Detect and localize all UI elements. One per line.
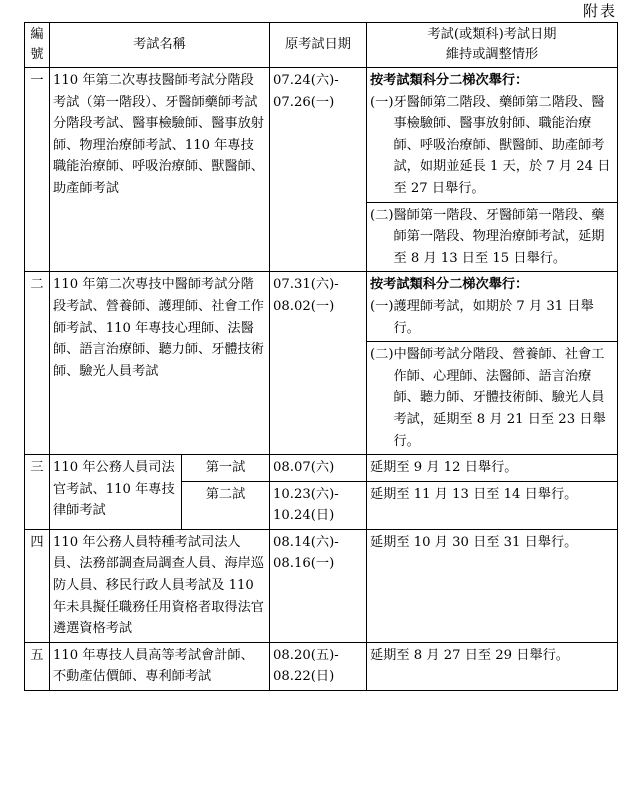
item-text: 中醫師考試分階段、營養師、社會工作師、心理師、法醫師、語言治療師、聽力師、牙體技術師、驗光人員考試，延期至 8 月 21 日至 23 日舉行。 [393,347,606,449]
table-row [25,529,618,642]
adjustment-cell [367,342,618,455]
adjustment-cell [367,272,618,342]
item-text: 護理師考試，如期於 7 月 31 日舉行。 [393,298,594,336]
exam-name: 110 年第二次專技醫師考試分階段考試（第一階段）、牙醫師藥師考試分階段考試、醫事檢驗師、醫事放射師、物理治療師考試、110 年專技職能治療師、呼吸治療師、獸醫師、助產師考試 [50,68,270,272]
adjustment-item [370,296,614,339]
adjustment-title: 按考試類科分二梯次舉行： [370,73,529,88]
item-marker: (一) [370,298,394,314]
exam-stage: 第二試 [182,481,270,529]
item-marker: (二) [370,347,394,363]
original-date: 07.24(六)- 07.26(一) [270,68,367,272]
header-number: 編 號 [25,23,50,68]
table-row [25,642,618,690]
exam-name: 110 年第二次專技中醫師考試分階段考試、營養師、護理師、社會工作師考試、110 年專技心理師、法醫師、語言治療師、聽力師、牙體技術師、驗光人員考試 [50,272,270,455]
original-date: 08.20(五)- 08.22(日) [270,642,367,690]
adjustment-item [370,92,614,200]
adjustment-text: 延期至 10 月 30 日至 31 日舉行。 [367,529,618,642]
exam-schedule-table [24,22,618,691]
table-row [25,455,618,482]
item-text: 醫師第一階段、牙醫師第一階段、藥師第一階段、物理治療師考試，延期至 8 月 13 日至 15 日舉行。 [393,207,605,266]
row-number: 一 [25,68,50,272]
adjustment-text: 延期至 8 月 27 日至 29 日舉行。 [367,642,618,690]
annex-label: 附表 [582,2,617,20]
adjustment-text: 延期至 11 月 13 日至 14 日舉行。 [367,481,618,529]
header-original-date: 原考試日期 [270,23,367,68]
exam-name: 110 年專技人員高等考試會計師、不動產估價師、專利師考試 [50,642,270,690]
adjustment-text: 延期至 9 月 12 日舉行。 [367,455,618,482]
adjustment-title: 按考試類科分二梯次舉行： [370,277,529,293]
table-row [25,272,618,342]
header-row [25,23,618,68]
exam-name: 110 年公務人員司法官考試、110 年專技律師考試 [50,455,182,530]
original-date: 08.07(六) [270,455,367,482]
row-number: 三 [25,455,50,530]
row-number: 四 [25,529,50,642]
original-date: 07.31(六)- 08.02(一) [270,272,367,455]
exam-stage: 第一試 [182,455,270,482]
adjustment-cell [367,202,618,272]
item-marker: (一) [370,94,394,110]
exam-name: 110 年公務人員特種考試司法人員、法務部調查局調查人員、海岸巡防人員、移民行政人員考試及 110 年未具擬任職務任用資格者取得法官遴選資格考試 [50,529,270,642]
adjustment-item [370,344,614,452]
item-marker: (二) [370,207,394,223]
original-date: 08.14(六)- 08.16(一) [270,529,367,642]
adjustment-item [370,205,614,270]
header-adjustment: 考試(或類科)考試日期 維持或調整情形 [367,23,618,68]
adjustment-cell [367,68,618,203]
table-row [25,68,618,203]
item-text: 牙醫師第二階段、藥師第二階段、醫事檢驗師、醫事放射師、職能治療師、呼吸治療師、獸醫師、助產師考試，如期並延長 1 天，於 7 月 24 日至 27 日舉行。 [393,94,611,196]
row-number: 五 [25,642,50,690]
original-date: 10.23(六)- 10.24(日) [270,481,367,529]
header-exam-name: 考試名稱 [50,23,270,68]
row-number: 二 [25,272,50,455]
